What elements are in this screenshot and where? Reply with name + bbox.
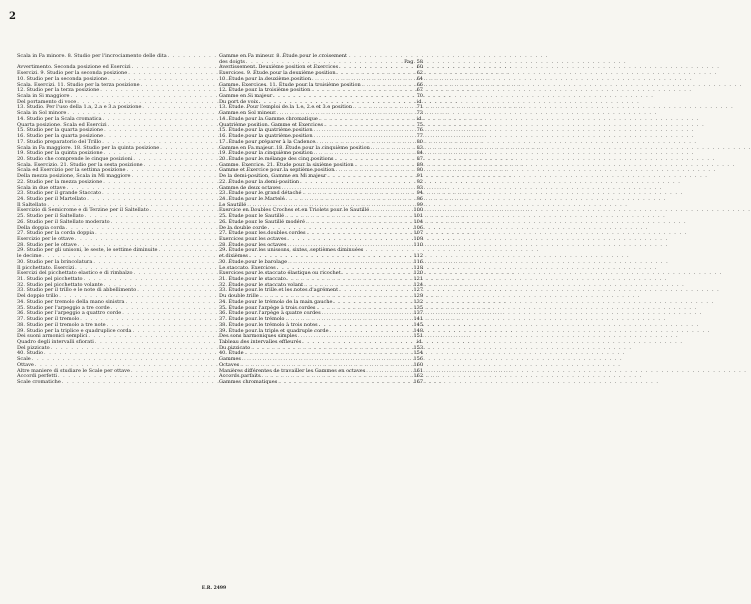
toc-entry-title: Scale cromatiche [17, 378, 61, 385]
toc-entry-title: 28. Studio per le ottave [17, 241, 77, 248]
toc-entry-title: et dixièmes [219, 253, 249, 260]
toc-right-column-french [219, 54, 423, 386]
toc-page-number: 66 [416, 81, 423, 88]
toc-page-number: 91 [416, 173, 423, 180]
toc-entry-title: Scala in Si maggiore [17, 93, 70, 100]
toc-entry-title: Scala ed Esercizio per la settima posizione [17, 167, 126, 174]
toc-entry-title: Accordi perfetti [17, 373, 57, 380]
toc-entry-title: 26. Étude pour le Sautillé modéré [219, 218, 305, 225]
toc-page-number: 67 [416, 87, 423, 94]
toc-entry-title: Octaves [219, 361, 240, 368]
toc-entry-title: Il picchettato. Esercizi [17, 264, 75, 271]
toc-entry-title: 12. Étude pour la troisième position [219, 87, 311, 94]
toc-entry-title: Des sons harmoniques simples [219, 333, 298, 340]
toc-page-number: 89 [416, 161, 423, 168]
toc-page-number: Pag. 58 [404, 58, 423, 65]
toc-entry-title: 34. Étude pour le trémolo de la main gauche [219, 298, 333, 305]
toc-entry-title: Scala. Esercizio. 21. Studio per la sesta posizione [17, 161, 143, 168]
toc-page-number: 141 [413, 316, 423, 323]
toc-entry-title: 12. Studio per la terza posizione [17, 87, 100, 94]
toc-entry-title: 17. Étude pour préparer à la Cadence [219, 138, 316, 145]
toc-page-number: 116 [413, 258, 423, 265]
toc-page-number: 75 [416, 121, 423, 128]
toc-page-number: 151 [413, 333, 423, 340]
toc-entry-title: Del pizzicato [17, 344, 50, 351]
toc-page-number: 100 [413, 207, 423, 214]
toc-entry-title: Du pizzicato [219, 344, 251, 351]
toc-entry-title: Scala. Esercizi. 11. Studio per la terza posizione [17, 81, 140, 88]
toc-entry-title: Scala in Fa maggiore. 18. Studio per la quinta posizione [17, 144, 160, 151]
toc-entry-title: Le Sautillé [219, 201, 247, 208]
toc-left-column-italian [17, 54, 214, 386]
toc-entry-title: 25. Étude pour le Sautillé [219, 213, 285, 220]
toc-entry-title: Ottave [17, 361, 34, 368]
toc-entry-title: Exercices pour le staccato élastique ou ricochet [219, 270, 341, 277]
toc-entry-fr [219, 380, 423, 386]
toc-entry-title: 32. Studio pel picchettato volante [17, 281, 103, 288]
toc-entry-title: De la double corde [219, 224, 267, 231]
toc-entry-title: Gamme en Si majeur [219, 93, 273, 100]
toc-entry-title: 35. Studio per l'arpeggio a tre corde [17, 304, 110, 311]
toc-page-number: 145 [413, 321, 423, 328]
toc-entry-title: Del doppio trillo [17, 293, 59, 300]
toc-page-number: 132 [413, 298, 423, 305]
toc-page-number: 104 [413, 218, 423, 225]
toc-page-number: 80 [416, 138, 423, 145]
dot-leader [278, 380, 412, 386]
toc-page-number: 137 [413, 310, 423, 317]
toc-entry-title: le decime [17, 253, 42, 260]
toc-entry-title: 25. Studio per il Saltellato [17, 213, 84, 220]
toc-entry-title: Esercizio di Semicrome e di Terzine per il Saltellato [17, 207, 149, 214]
toc-entry-title: 31. Studio pel picchettato [17, 276, 83, 283]
toc-entry-title: 19. Étude pour la cinquième position [219, 150, 313, 157]
toc-page-number: 62 [416, 70, 423, 77]
toc-page-number: 120 [413, 270, 423, 277]
toc-page-number: 148 [413, 327, 423, 334]
dot-leader [168, 54, 213, 60]
toc-entry-title: 29. Étude pour les unissons, sixtes, septièmes diminuées [219, 247, 364, 254]
toc-entry-title: 36. Étude pour l'arpège à quatre cordes [219, 310, 321, 317]
publisher-plate-number: E.R. 2499 [201, 586, 227, 591]
toc-page-number: 162 [413, 373, 423, 380]
toc-entry-title: Exercice en Doubles Croches et en Triolets pour le Sautillé [219, 207, 370, 214]
toc-entry-title: 23. Étude pour le grand détaché [219, 190, 302, 197]
toc-entry-title: Del portamento di voce [17, 98, 77, 105]
toc-entry-title: 14. Studio per la Scala cromatica [17, 115, 102, 122]
toc-page-number: 107 [413, 230, 423, 237]
toc-entry-title: Du port de voix [219, 98, 259, 105]
toc-entry-title: De la demi-position, Gamme en Mi majeur [219, 173, 327, 180]
toc-entry-title: Accords parfaits [219, 373, 261, 380]
toc-entry-title: Gamme de deux octaves [219, 184, 281, 191]
toc-entry-title: 10. Studio per la seconda posizione [17, 75, 108, 82]
toc-entry-title: Esercizi del picchettato elastico e di rimbalzo [17, 270, 133, 277]
toc-entry-title: Scala in due ottave [17, 184, 66, 191]
toc-page-number: 109 [413, 236, 423, 242]
toc-entry-title: 33. Étude pour le trille et les notes d'agrément [219, 287, 339, 294]
toc-page-number: 84 [416, 150, 423, 157]
toc-entry-title: 22. Studio per la mezza posizione [17, 178, 103, 185]
toc-entry-title: 15. Étude pour la quatrième position [219, 127, 313, 134]
toc-entry-title: Tableau des intervalles effleurés [219, 338, 302, 345]
toc-entry-title: Dei suoni armonici semplici [17, 333, 88, 340]
toc-page-number: 94 [416, 190, 423, 197]
toc-page-number: 153 [413, 344, 423, 351]
toc-page-number: 92 [416, 178, 423, 185]
toc-page-number: 60 [416, 64, 423, 71]
toc-entry-title: 30. Studio per la brincolatura [17, 258, 93, 265]
toc-entry-title: Esercizi. 9. Studio per la seconda posizione [17, 70, 128, 77]
toc-entry-title: 33. Studio per il trillo e le note di abbellimento [17, 287, 137, 294]
toc-entry-title: Gammes [219, 356, 241, 363]
toc-entry-title: 13. Studio. Per l'uso della 1.a, 2.a e 3.a posizione [17, 104, 142, 111]
toc-entry-title: 10. Étude pour la deuxième position [219, 75, 312, 82]
toc-entry-title: 16. Studio per la quarta posizione [17, 133, 104, 140]
toc-entry-title: Le staccato. Exercices [219, 264, 276, 271]
toc-page-number: 87 [416, 155, 423, 162]
toc-page-number: 118 [413, 264, 423, 271]
toc-entry-title: Gamme. Exercice. 21. Étude pour la sixième position [219, 161, 354, 168]
toc-page-number: 154 [413, 350, 423, 357]
toc-entry-title: Il Saltellato [17, 201, 47, 208]
toc-entry-title: Gamme en Fa mineur. 8. Étude pour le croisement [219, 53, 348, 59]
toc-entry-title: Altre maniere di studiare le Scale per ottave [17, 367, 130, 374]
toc-entry-title: Scale [17, 356, 31, 363]
toc-entry-title: 39. Étude pour la triple et quadruple corde [219, 327, 329, 334]
toc-page-number: 83 [416, 144, 423, 151]
toc-entry-it [17, 54, 214, 60]
toc-entry-title: 14. Étude pour la Gamme chromatique [219, 115, 318, 122]
toc-page-number: 64 [416, 75, 423, 82]
toc-entry-title: 32. Étude pour le staccato volant [219, 281, 304, 288]
toc-page-number: 160 [413, 361, 423, 368]
toc-entry-title: 37. Étude pour le trémolo [219, 316, 285, 323]
toc-entry-title: 22. Étude pour la demi-position [219, 178, 300, 185]
toc-entry-title: Avertissement. Deuxième position et Exercices [219, 64, 339, 71]
toc-entry-title: 13. Étude. Pour l'emploi de la 1.e, 2.e et 3.e position [219, 104, 353, 111]
toc-entry-title: 39. Studio per la triplice e quadruplice corda [17, 327, 132, 334]
toc-page-number: id. [416, 338, 423, 345]
toc-entry-title: 35. Étude pour l'arpège à trois cordes [219, 304, 316, 311]
toc-entry-title: 40. Studio [17, 350, 44, 357]
toc-entry-title: Du double trille [219, 293, 259, 300]
toc-entry-title: 20. Studio che comprende le cinque posizioni [17, 155, 133, 162]
toc-entry-title: Gammes chromatiques [219, 378, 278, 385]
page-number: 2 [9, 11, 16, 22]
toc-entry-it [17, 380, 214, 386]
toc-entry-title: 38. Studio per il tremolo a tre note [17, 321, 106, 328]
toc-entry-title: des doigts [219, 58, 245, 65]
toc-entry-title: 38. Étude pour le trémolo à trois notes [219, 321, 318, 328]
toc-entry-title: 20. Étude pour le mélange des cinq positions [219, 155, 334, 162]
toc-entry-title: Manières différentes de travailler les Gammes en octaves [219, 367, 366, 374]
toc-entry-title: Gamme. Exercices. 11. Étude pour la troisième position [219, 81, 361, 88]
toc-entry-title: 27. Étude pour les doubles cordes [219, 230, 306, 237]
toc-entry-title: 37. Studio per il tremolo [17, 316, 80, 323]
toc-page-number: 71 [416, 104, 423, 111]
toc-page-number: 156 [413, 356, 423, 363]
toc-page-number: 167 [413, 378, 423, 385]
toc-entry-title: 28. Étude pour les octaves [219, 241, 287, 248]
toc-page-number: 70 [416, 93, 423, 100]
toc-page-number: 101 [413, 213, 423, 220]
toc-page-number: 112 [413, 253, 423, 260]
toc-entry-title: Quatrième position. Gamme et Exercices [219, 121, 324, 128]
toc-entry-title: 24. Étude pour le Martelé [219, 195, 285, 202]
toc-page-number: 106 [413, 224, 423, 231]
toc-entry-title: 24. Studio per il Martellato [17, 195, 87, 202]
toc-page-number: 161 [413, 367, 423, 374]
toc-entry-title: 34. Studio per tremolo della mano sinistra [17, 298, 125, 305]
toc-page-number: 96 [416, 195, 423, 202]
toc-entry-title: Della mezza posizione, Scala in Mi maggiore [17, 173, 131, 180]
toc-entry-title: 26. Studio per il Saltellato moderato [17, 218, 110, 225]
dot-leader [62, 380, 213, 386]
toc-entry-title: 36. Studio per l'arpeggio a quattro corde [17, 310, 122, 317]
toc-entry-title: 29. Studio per gli unisoni, le seste, le settime diminuite [17, 247, 158, 254]
toc-entry-title: 15. Studio per la quarta posizione [17, 127, 104, 134]
toc-entry-title: Esercizio per le ottave [17, 236, 74, 242]
toc-page-number: 73 [416, 110, 423, 117]
toc-page-number: 121 [413, 276, 423, 283]
toc-entry-title: Della doppia corda [17, 224, 65, 231]
toc-entry-title: Scala in Sol minore [17, 110, 67, 117]
toc-page-number: 124 [413, 281, 423, 288]
toc-entry-title: Gamme en Fa majeur. 18. Étude pour la cinquième position [219, 144, 370, 151]
toc-entry-title: 17. Studio preparatorio del Trillo [17, 138, 102, 145]
toc-entry-title: 19. Studio per la quinta posizione [17, 150, 103, 157]
toc-entry-title: Gamme en Sol mineur [219, 110, 276, 117]
toc-page-number: 90 [416, 167, 423, 174]
toc-page-number: 77 [416, 133, 423, 140]
toc-page-number: 76 [416, 127, 423, 134]
toc-entry-title: 27. Studio per la corda doppia [17, 230, 95, 237]
toc-page-number: 127 [413, 287, 423, 294]
toc-entry-title: 40. Étude [219, 350, 244, 357]
toc-page-number: 110 [413, 241, 423, 248]
toc-page-number: 129 [413, 293, 423, 300]
toc-entry-title: Avvertimento. Seconda posizione ed Esercizi [17, 64, 131, 71]
toc-entry-title: Scala in Fa minore. 8. Studio per l'incrociamento delle dita [17, 53, 167, 59]
toc-entry-title: Quarta posizione. Scala ed Esercizi [17, 121, 107, 128]
toc-page-number: id. [416, 115, 423, 122]
toc-entry-title: 23. Studio per il grande Staccato [17, 190, 102, 197]
toc-entry-title: Exercices pour les octaves [219, 236, 287, 242]
toc-entry-title: 30. Étude pour le barolage [219, 258, 288, 265]
toc-entry-title: 16. Étude pour la quatrième position [219, 133, 313, 140]
toc-entry-title: Exercices. 9. Étude pour la deuxième position [219, 70, 336, 77]
toc-page-number: 135 [413, 304, 423, 311]
toc-page-number: 99 [416, 201, 423, 208]
toc-page-number: 93 [416, 184, 423, 191]
toc-entry-title: 31. Étude pour le staccato [219, 276, 286, 283]
toc-entry-title: Gamme et Exercice pour la septième position [219, 167, 335, 174]
toc-entry-title: Quadro degli intervalli sfiorati [17, 338, 94, 345]
toc-page-number: id. [416, 98, 423, 105]
